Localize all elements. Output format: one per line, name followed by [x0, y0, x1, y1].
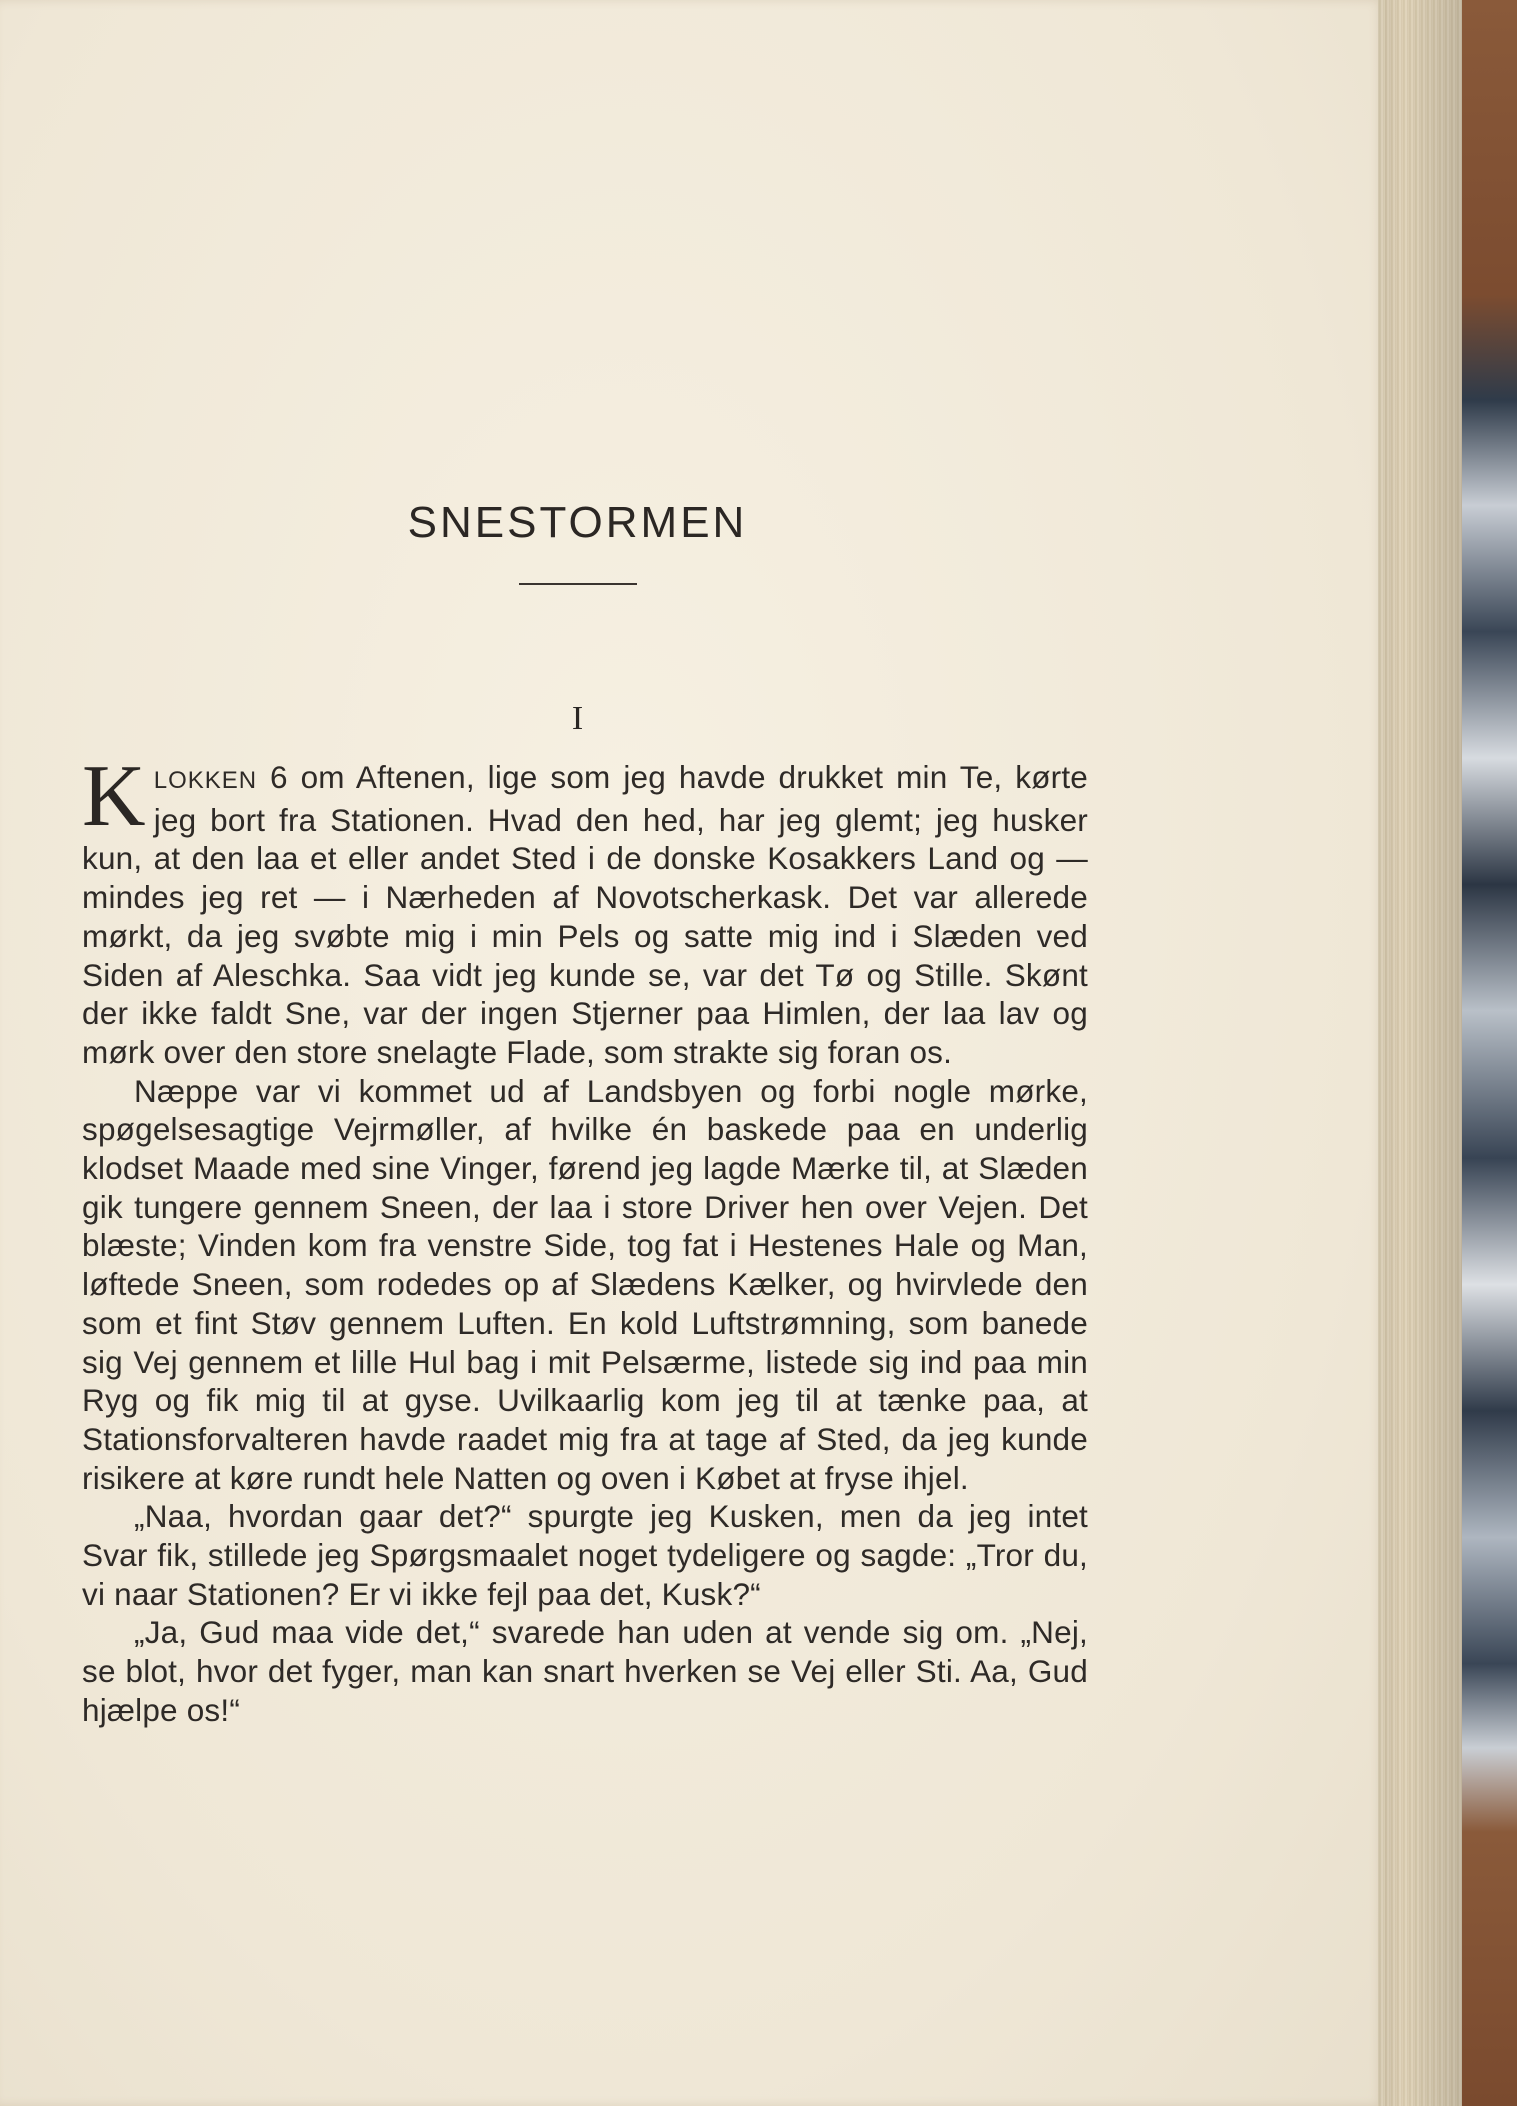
paragraph-4: „Ja, Gud maa vide det,“ svarede han uden at vende sig om. „Nej, se blot, hvor det fyger, man kan snart hverken se Vej eller Sti. Aa, Gud hjælpe os!“ [82, 1614, 1088, 1728]
paragraph-1 [82, 748, 1088, 1072]
marbled-cover-edge [1462, 0, 1517, 2106]
page-block-edge [1378, 0, 1462, 2106]
lead-word: LOKKEN [153, 767, 258, 794]
paragraph-1-text: 6 om Aftenen, lige som jeg havde drukket min Te, kørte jeg bort fra Stationen. Hvad den hed, har jeg glemt; jeg husker kun, at den laa et eller andet Sted i de donske Kosakkers Land og — mindes jeg ret — i Nærheden af Novotscherkask. Det var allerede mørkt, da jeg svøbte mig i min Pels og satte mig ind i Slæden ved Siden af Aleschka. Saa vidt jeg kunde se, var det Tø og Stille. Skønt der ikke faldt Sne, var der ingen Stjerner paa Himlen, der laa lav og mørk over den store snelagte Flade, som strakte sig foran os. [82, 759, 1088, 1070]
paragraph-2: Næppe var vi kommet ud af Landsbyen og forbi nogle mørke, spøgelsesagtige Vejrmøller, af hvilke én baskede paa en underlig klodset Maade med sine Vinger, førend jeg lagde Mærke til, at Slæden gik tungere gennem Sneen, der laa i store Driver hen over Vejen. Det blæste; Vinden kom fra venstre Side, tog fat i Hestenes Hale og Man, løftede Sneen, som rodedes op af Slædens Kælker, og hvirvlede den som et fint Støv gennem Luften. En kold Luftstrømning, som banede sig Vej gennem et lille Hul bag i mit Pelsærme, listede sig ind paa min Ryg og fik mig til at gyse. Uvilkaarlig kom jeg til at tænke paa, at Stationsforvalteren havde raadet mig fra at tage af Sted, da jeg kunde risikere at køre rundt hele Natten og oven i Købet at fryse ihjel. [82, 1072, 1088, 1496]
story-title: SNESTORMEN [407, 498, 748, 547]
drop-cap: K [82, 748, 146, 845]
paragraph-3: „Naa, hvordan gaar det?“ spurgte jeg Kusken, men da jeg intet Svar fik, stillede jeg Spørgsmaalet noget tydeligere og sagde: „Tror du, vi naar Stationen? Er vi ikke fejl paa det, Kusk?“ [82, 1498, 1088, 1612]
title-rule [519, 583, 637, 585]
body-text [82, 748, 1088, 1730]
chapter-number: I [571, 700, 584, 737]
